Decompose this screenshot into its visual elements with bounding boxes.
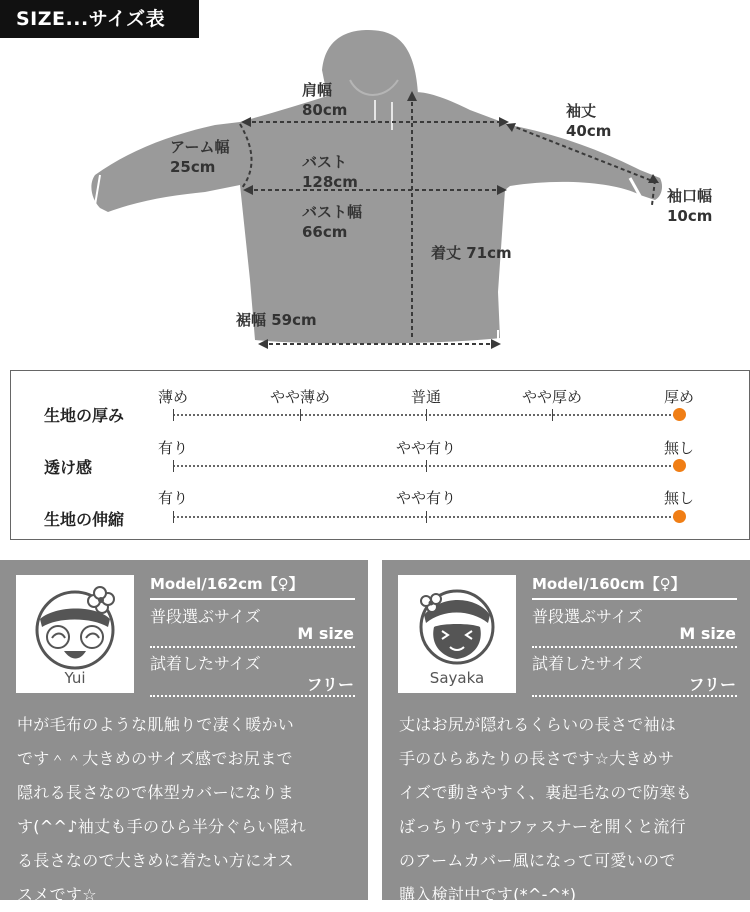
divider [150, 646, 355, 648]
arm-value: 25cm [170, 158, 216, 176]
review-text [17, 708, 362, 912]
usual-size-label: 普段選ぶサイズ [150, 607, 261, 626]
tried-size-label: 試着したサイズ [532, 654, 643, 673]
arm-label: アーム幅 [170, 138, 230, 156]
review-line: 購入検討中です(*^-^*) [399, 885, 577, 904]
avatar-yui [16, 575, 134, 693]
usual-size-label: 普段選ぶサイズ [532, 607, 643, 626]
scale-tick [173, 460, 174, 472]
bust-width-value: 66cm [302, 223, 348, 241]
stretch-option-3: 無し [663, 489, 695, 507]
usual-size-value: M size [679, 624, 736, 643]
bust-value: 128cm [302, 173, 358, 191]
sleeve-label: 袖丈 [566, 102, 597, 120]
tried-size-value: フリー [688, 675, 736, 694]
sheerness-option-1: 有り [157, 439, 189, 457]
scale-tick [552, 409, 553, 421]
divider [532, 646, 737, 648]
page-title: SIZE...サイズ表 [0, 0, 199, 38]
usual-size-value: M size [297, 624, 354, 643]
stretch-option-1: 有り [157, 489, 189, 507]
thickness-label: 生地の厚み [44, 406, 125, 425]
review-line: 隠れる長さなので体型カバーになりま [17, 783, 295, 802]
cuff-label: 袖口幅 [667, 187, 713, 205]
cuff-value: 10cm [667, 207, 713, 225]
shoulder-value: 80cm [302, 101, 348, 119]
review-panel-sayaka [382, 560, 750, 904]
review-line: 中が毛布のような肌触りで凄く暖かい [17, 715, 295, 734]
scale-tick [173, 409, 174, 421]
stretch-label: 生地の伸縮 [44, 510, 125, 529]
review-text [399, 708, 744, 912]
sheerness-label: 透け感 [44, 458, 93, 477]
scale-tick [426, 409, 427, 421]
thickness-option-2: やや薄め [269, 388, 331, 406]
review-line: のアームカバー風になって可愛いので [399, 851, 676, 870]
review-line: 丈はお尻が隠れるくらいの長さで袖は [399, 715, 677, 734]
bust-label: バスト [302, 153, 348, 171]
thickness-option-3: 普通 [410, 388, 442, 406]
review-line: イズで動きやすく、裏起毛なので防寒も [399, 783, 692, 802]
thickness-option-5: 厚め [663, 388, 695, 406]
hoodie-illustration [0, 0, 750, 365]
model-info: Model/160cm【♀】 [532, 575, 686, 593]
review-line: です＾＾大きめのサイズ感でお尻まで [17, 749, 293, 768]
sheerness-selected-dot [673, 459, 686, 472]
stretch-option-2: やや有り [395, 489, 457, 507]
reviewer-name: Sayaka [429, 669, 485, 687]
review-line: す(^^♪袖丈も手のひら半分ぐらい隠れ [17, 817, 306, 836]
review-line: ばっちりです♪ファスナーを開くと流行 [399, 817, 686, 836]
thickness-selected-dot [673, 408, 686, 421]
sleeve-value: 40cm [566, 122, 612, 140]
scale-tick [426, 511, 427, 523]
shoulder-label: 肩幅 [302, 81, 333, 99]
divider [532, 695, 737, 697]
length-label: 着丈 71cm [431, 244, 512, 262]
stretch-selected-dot [673, 510, 686, 523]
review-line: スメです☆ [17, 885, 97, 904]
tried-size-value: フリー [306, 675, 354, 694]
scale-tick [426, 460, 427, 472]
thickness-option-4: やや厚め [521, 388, 583, 406]
divider [150, 695, 355, 697]
tried-size-label: 試着したサイズ [150, 654, 261, 673]
sheerness-option-2: やや有り [395, 439, 457, 457]
sheerness-option-3: 無し [663, 439, 695, 457]
avatar-sayaka [398, 575, 516, 693]
divider [532, 598, 737, 600]
model-info: Model/162cm【♀】 [150, 575, 304, 593]
review-panel-yui [0, 560, 368, 904]
review-line: 手のひらあたりの長さです☆大きめサ [399, 749, 675, 768]
divider [150, 598, 355, 600]
scale-tick [173, 511, 174, 523]
scale-tick [300, 409, 301, 421]
bust-width-label: バスト幅 [302, 203, 363, 221]
hem-label: 裾幅 59cm [236, 311, 317, 329]
review-line: る長さなので大きめに着たい方にオス [17, 851, 294, 870]
reviewer-name: Yui [64, 669, 86, 687]
thickness-option-1: 薄め [157, 388, 189, 406]
